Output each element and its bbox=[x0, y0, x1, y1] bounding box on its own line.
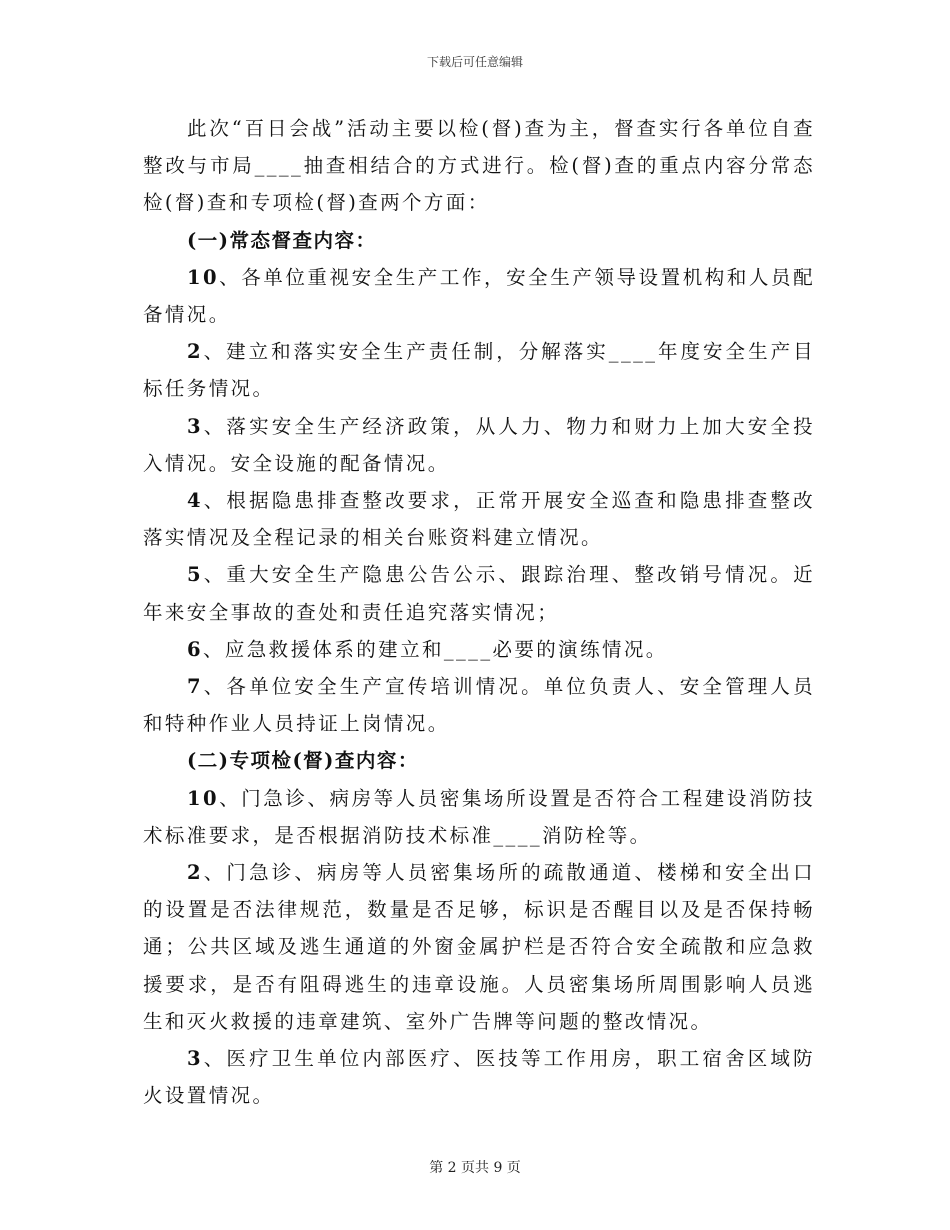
section-heading-special: (二)专项检(督)查内容： bbox=[187, 749, 419, 773]
routine-item: 4、根据隐患排查整改要求，正常开展安全巡查和隐患排查整改落实情况及全程记录的相关台账资料建立情况。 bbox=[143, 489, 815, 550]
routine-item: 7、各单位安全生产宣传培训情况。单位负责人、安全管理人员和特种作业人员持证上岗情况。 bbox=[143, 675, 815, 736]
item-number: 2 bbox=[187, 861, 203, 885]
page-footer: 第 2 页共 9 页 bbox=[429, 1160, 521, 1176]
item-number: 5 bbox=[187, 563, 203, 587]
item-number: 7 bbox=[187, 675, 203, 699]
item-number: 2 bbox=[187, 340, 203, 364]
special-item: 10、门急诊、病房等人员密集场所设置是否符合工程建设消防技术标准要求，是否根据消防技术标准____消防栓等。 bbox=[143, 786, 815, 847]
item-number: 10 bbox=[187, 786, 219, 810]
item-number: 6 bbox=[187, 637, 203, 661]
routine-item: 3、落实安全生产经济政策，从人力、物力和财力上加大安全投入情况。安全设施的配备情况。 bbox=[143, 414, 815, 475]
item-number: 10 bbox=[187, 265, 219, 289]
special-item: 3、医疗卫生单位内部医疗、医技等工作用房，职工宿舍区域防火设置情况。 bbox=[143, 1047, 815, 1108]
routine-item: 2、建立和落实安全生产责任制，分解落实____年度安全生产目标任务情况。 bbox=[143, 340, 815, 401]
item-number: 3 bbox=[187, 414, 203, 438]
item-number: 4 bbox=[187, 489, 203, 513]
routine-item: 6、应急救援体系的建立和____必要的演练情况。 bbox=[187, 637, 668, 661]
section-heading-routine: (一)常态督查内容： bbox=[187, 228, 377, 252]
page-header: 下载后可任意编辑 bbox=[426, 55, 523, 69]
special-item: 2、门急诊、病房等人员密集场所的疏散通道、楼梯和安全出口的设置是否法律规范，数量是否足够，标识是否醒目以及是否保持畅通；公共区域及逃生通道的外窗金属护栏是否符合安全疏散和应急救援要求，是否有阻碍逃生的违章设施。人员密集场所周围影响人员逃生和灭火救援的违章建筑、室外广告牌等问题的整改情况。 bbox=[143, 861, 815, 1033]
intro-paragraph: 此次“百日会战”活动主要以检(督)查为主，督查实行各单位自查整改与市局____抽查相结合的方式进行。检(督)查的重点内容分常态检(督)查和专项检(督)查两个方面： bbox=[143, 117, 815, 215]
item-number: 3 bbox=[187, 1047, 203, 1071]
document-body bbox=[143, 110, 815, 1114]
routine-item: 10、各单位重视安全生产工作，安全生产领导设置机构和人员配备情况。 bbox=[143, 265, 815, 327]
routine-item: 5、重大安全生产隐患公告公示、跟踪治理、整改销号情况。近年来安全事故的查处和责任追究落实情况； bbox=[143, 563, 815, 624]
